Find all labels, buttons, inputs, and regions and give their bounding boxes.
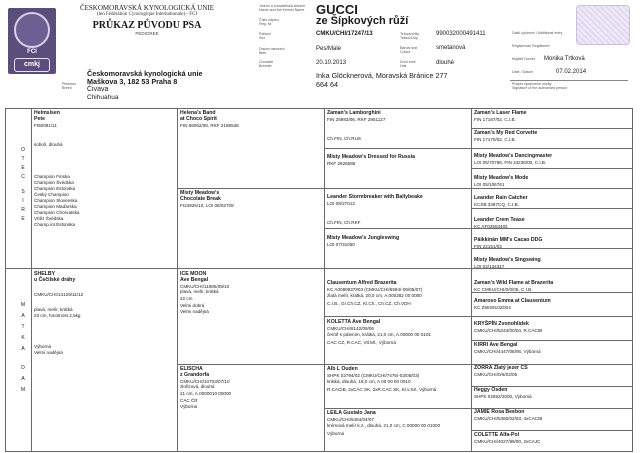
gen4-reg: LOI 05/70786, FIN 24236/00, C.I.B. (474, 159, 547, 165)
fci-logo-text: FCI (27, 49, 37, 55)
gen4-reg: CMKU/CHI/5244/00/04, R.CACIB (474, 327, 543, 333)
signature-line (510, 80, 628, 81)
gen3-extra: krémová melír k.z., dlouhá, 21,0 cm, C 00000 00 01000 Výborná (327, 423, 441, 437)
gen4-reg: CMKU/CHI/0/6/02/05 (474, 371, 518, 377)
side-letter: S (21, 189, 25, 195)
label-sex: Pohlaví Sex (259, 32, 271, 41)
gen3-reg: LOI 08/27013 (327, 200, 355, 206)
fci-globe-icon (14, 12, 50, 48)
side-letter: E (21, 216, 25, 222)
side-letter: A (21, 346, 25, 352)
gen2-cell (180, 111, 322, 128)
gen3-name: KOLETTA Ave Bengal (327, 319, 381, 325)
gen3-name: Misty Meadow's Dressed for Russia (327, 154, 416, 160)
gen4-reg: FIN 17167/02, C.I.B. (474, 116, 516, 122)
gen3-reg: CMKU/CHI/5454/04/07 (327, 416, 374, 422)
side-letter: A (21, 313, 25, 319)
dam-name: SHELBY u Čečilské dráhy (34, 271, 76, 283)
gen3-reg: KC A0080937803 (CMKU/CHI/6594/-06/05/07) (327, 286, 423, 292)
gen4-name: JAMIE Rosa Beebon (474, 409, 525, 415)
gen4-reg: KC CMKU/CHI/0/0/05, C.I.B. (474, 286, 533, 292)
gen4-cell (474, 258, 631, 269)
gen3-cell (327, 367, 469, 394)
gen4-reg: FIN 22151/03 (474, 243, 502, 249)
gen4-name: Leander Crem Tease (474, 217, 525, 223)
side-letter: T (21, 324, 25, 330)
gen3-cell (327, 155, 469, 166)
gen2-extra: plavá, melír, krátká 22 cm Velmi dobrá Velmi nadějná (180, 289, 219, 315)
gen4-reg: CMKU/CHI/4027/99/00, 2xCAJC (474, 438, 541, 444)
holographic-stamp (576, 5, 630, 45)
gen4-cell (474, 433, 631, 444)
gen3-extra: Ch.FIN, Ch.RUS (327, 136, 361, 142)
gen4-name: Misty Meadow's Dancingmaster (474, 153, 553, 159)
gen4-cell (474, 366, 631, 377)
gen4-cell (474, 410, 631, 421)
side-label-father (18, 146, 28, 224)
label-date: Date / Datum (512, 70, 534, 74)
gen4-cell (474, 196, 631, 207)
gen3-reg: RKF 2626586 (327, 160, 356, 166)
gen3-cell (327, 195, 469, 226)
gen4-reg: KC Z5829102D04 (474, 304, 511, 310)
label-reg-no: Číslo zápisu Reg. Nr. (259, 18, 279, 27)
side-letter: O (21, 147, 25, 153)
side-letter: C (21, 174, 25, 180)
gen4-cell (474, 238, 631, 249)
dog-breeder-zip: 664 64 (316, 80, 338, 89)
gen4-cell (474, 388, 631, 399)
label-color: Barva/ srst Colour (400, 46, 418, 55)
dog-chip: 990032000491411 (436, 31, 486, 37)
dog-reg-no: CMKU/CHI/17247/13 (316, 31, 373, 37)
gen2-cell (180, 272, 322, 316)
signer-name: Monika Trtková (544, 56, 585, 62)
gen4-reg: LOI 02/134317 (474, 263, 505, 269)
label-registered: Registrován Registered (512, 44, 550, 48)
side-letter: R (21, 207, 25, 213)
dog-dob: 20.10.2013 (316, 60, 347, 66)
gen4-cell (474, 154, 631, 165)
side-letter: T (21, 156, 25, 162)
side-letter: D (21, 365, 25, 371)
gen4-cell (474, 218, 631, 229)
gen4-reg: CMKU/CHI/4447/08/06, Výborná (474, 348, 541, 354)
gen4-name: KRYŠPÍN Zvonohlídek (474, 321, 529, 327)
issue-date: 07.02.2014 (556, 69, 587, 75)
label-dob: Datum narození Birth (259, 47, 285, 56)
gen2-name: Helena's Band at Choco Spirit (180, 110, 217, 122)
gen3-extra: zlatá melír, krátká, 20,0 cm, A.000282 00 0000 C.I.B., Gr.Ch.CZ, Kl.Ch., Ch.CZ, Ch.VDH (327, 293, 422, 307)
gen2-name: ELISCHA z Grandorfa (180, 366, 210, 378)
sire-color: sobolí, dlouhá (34, 142, 63, 148)
gen3-reg: CMKU/CHI/8142/09/06 (327, 325, 374, 331)
owner-note: Další ujedneni / Additional entry (512, 31, 563, 35)
dog-name: GUCCI (316, 2, 358, 17)
gen2-name: ICE MOON Ave Bengal (180, 271, 209, 283)
gen4-cell (474, 322, 631, 333)
label-breeder: Chovatel Breeder (259, 60, 274, 69)
side-letter: K (21, 335, 25, 341)
dog-hair: dlouhé (436, 60, 455, 66)
gen4-reg: KC AF02553404 (474, 223, 508, 229)
gen3-cell (327, 281, 469, 308)
gen2-extra: zlořizová, dlouhá 21 cm, A.0000010 00000 CAC ČR Výborná (180, 384, 232, 410)
gen4-name: Heggy Osden (474, 387, 508, 393)
dog-color: smetanová (436, 45, 466, 51)
gen4-cell (474, 131, 631, 142)
gen4-reg: KCSB 3487CQ, C.I.B. (474, 201, 519, 207)
gen3-name: Clausentum Alfred Brazerita (327, 280, 397, 286)
issuer-name: Českomoravská kynologická unie (87, 69, 203, 78)
gen2-reg: CMKU/CHI/11985/09/10 (180, 283, 230, 289)
org-name: ČESKOMORAVSKÁ KYNOLOGICKÁ UNIE (79, 4, 215, 12)
gen4-name: Amaroso Emma at Clausentum (474, 298, 551, 304)
sire-cell (34, 111, 174, 228)
label-name: Jméno a chovatelská stanice Name and the Kennel Name (259, 4, 306, 13)
gen4-cell (474, 176, 631, 187)
gen4-name: Zaman's My Red Corvette (474, 130, 538, 136)
breed-en: Chihuahua (87, 94, 119, 101)
gen4-cell (474, 343, 631, 354)
dog-kennel: ze Šípkových růží (316, 15, 409, 27)
gen4-name: Leander Rain Catcher (474, 195, 528, 201)
dog-sex: Pes/Male (316, 46, 342, 52)
gen2-reg: FIN 66062/08, RKF 2186548 (180, 122, 239, 128)
gen2-cell (180, 191, 322, 208)
gen3-name: LEILA Gustalo Jana (327, 410, 376, 416)
sire-titles: Champion Finska Champion Švédska Champion Estonska Český Champion Champion Slovenska Champion Maďarska Champion Chorvatska Vítěz Švédska Champ.int.Estonska (34, 173, 80, 227)
gen3-name: Alb L Ouden (327, 366, 358, 372)
gen3-reg: SHPK 02794/02 (CMKU/CHI/7476/-03/05/03) (327, 372, 420, 378)
label-owner: Majitel/ Owner (512, 57, 535, 61)
gen3-cell (327, 320, 469, 347)
side-label-mother (18, 300, 28, 396)
breed-label: Plemeno Breed (62, 82, 77, 91)
dam-reg: CMKU/CHI/14129/11/12 (34, 291, 84, 297)
gen3-reg: LOI 07/31050 (327, 241, 355, 247)
gen4-name: ZORRA Zlatý jezer CS (474, 365, 528, 371)
gen4-name: COLETTE Alfa-Pol (474, 432, 520, 438)
gen4-reg: LOI 05/106761 (474, 181, 505, 187)
side-letter: M (20, 387, 26, 393)
gen3-name: Zaman's Lamborghini (327, 110, 381, 116)
gen4-cell (474, 281, 631, 292)
sire-name: Helmslsen Pete (34, 110, 60, 122)
dam-color: plavá, melír, krátká 23 cm, hmotnost 2,5kg (34, 307, 81, 318)
side-letter: M (20, 302, 26, 308)
gen4-cell (474, 299, 631, 310)
gen4-reg: FIN 17170/02, C.I.B. (474, 136, 516, 142)
document-subtitle: PEDIGREE (135, 31, 159, 36)
gen3-name: Misty Meadow's Jungleswing (327, 235, 400, 241)
gen4-name: Päikkinän MM's Cacao DDG (474, 237, 543, 243)
gen4-name: Misty Meadow's Singswing (474, 257, 541, 263)
document-title: PRŮKAZ PŮVODU PSA (92, 20, 202, 31)
gen4-reg: SHPK 02852/2000, Výborná (474, 393, 532, 399)
side-letter: E (21, 165, 25, 171)
gen4-reg: CMKU/CHI/5360/02/03, 4xCACIB (474, 415, 543, 421)
gen3-cell (327, 111, 469, 142)
breed-cz: Čivava (87, 86, 109, 93)
gen4-name: Zaman's Laser Flame (474, 110, 527, 116)
dam-titles: Výborná Velmi nadějná (34, 344, 63, 355)
label-tattoo: Tetování/čip Tattoo/Chip (400, 32, 420, 41)
dog-breeder: Inka Glöcknerová, Moravská Bránice 277 (316, 71, 448, 80)
gen3-extra: Ch.FIN, Ch.RKF (327, 220, 361, 226)
gen2-reg: CMKU/CHI/10703/07/10 (180, 378, 230, 384)
cmkj-logo: cmkj (14, 58, 50, 72)
dam-cell (34, 272, 174, 355)
gen4-name: KIRRI Ave Bengal (474, 342, 518, 348)
gen4-name: Misty Meadow's Mode (474, 175, 529, 181)
gen4-name: Zaman's Wild Flame at Brazerita (474, 280, 554, 286)
label-hair: Druh srsti Hair (400, 60, 416, 69)
issuer-address: Maškova 3, 182 53 Praha 8 (87, 77, 178, 86)
gen2-cell (180, 367, 322, 411)
gen4-cell (474, 111, 631, 122)
gen3-name: Leander Stormbreaker with Ballybeake (327, 194, 423, 200)
gen2-name: Misty Meadow's Chocolate Break (180, 190, 221, 202)
gen2-reg: FI24926/10, LOI 08/02708 (180, 202, 234, 208)
label-sign: Podpis oprávněné osoby Signature of the authorised person (512, 82, 568, 91)
gen3-cell (327, 236, 469, 247)
gen3-extra: krátká, dlouhá, 18,0 cm, A 00 00 00 0010 R.CACIB, 2xCAC SK, 2xR.CAC SK, Kl.v.SK, Výborná (327, 379, 437, 393)
sire-reg: FI50091/11 (34, 122, 57, 128)
gen3-reg: FIN 25983/06, RKF 2951127 (327, 116, 386, 122)
side-letter: I (22, 198, 24, 204)
side-letter: A (21, 376, 25, 382)
org-subtitle: (len Fédération Cynologique Internationale) - FCI (96, 12, 198, 17)
gen3-extra: černě s pálením, krátká, 21,0 cm, A.00000 00 0101 CAC CZ, R.CAC, Vtl.Ml., Výborná (327, 332, 431, 346)
gen3-cell (327, 411, 469, 438)
